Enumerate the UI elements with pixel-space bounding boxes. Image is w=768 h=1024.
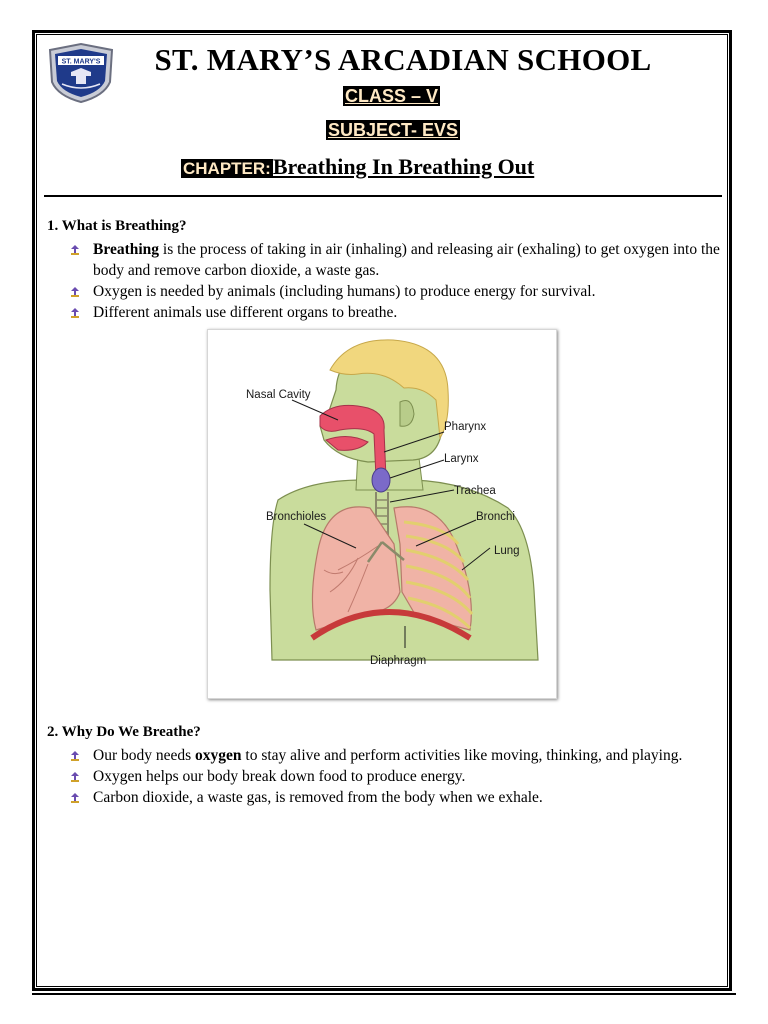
list-item-text: is the process of taking in air (inhaling) and releasing air (exhaling) to get oxygen into the body and remove carbon dioxide, a waste gas. [93,241,720,279]
label-nasal-cavity: Nasal Cavity [246,389,311,401]
crest-text: ST. MARY'S [61,58,101,66]
label-bronchi: Bronchi [476,511,515,523]
label-trachea: Trachea [454,485,496,497]
list-item [70,281,720,302]
label-lung: Lung [494,545,520,557]
bullet-icon [70,793,80,803]
bullet-icon [70,308,80,318]
bullet-icon [70,751,80,761]
list-item [70,745,720,766]
respiratory-diagram [207,329,557,699]
school-name: ST. MARY’S ARCADIAN SCHOOL [154,42,652,77]
page-bottom-rule [32,993,736,995]
label-diaphragm: Diaphragm [370,655,427,667]
bullet-icon [70,772,80,782]
list-item-text: Our body needs [93,747,196,764]
section1-heading: 1. What is Breathing? [47,218,187,234]
list-item [70,239,720,281]
list-item-bold: oxygen [195,747,242,764]
chapter-prefix: CHAPTER: [183,159,271,178]
list-item-bold: Breathing [93,241,160,258]
label-pharynx: Pharynx [444,421,487,433]
chapter-title: Breathing In Breathing Out [272,154,535,179]
list-item-text: Oxygen helps our body break down food to produce energy. [93,768,466,785]
header-divider [44,195,722,197]
list-item [70,787,720,808]
list-item-text: Carbon dioxide, a waste gas, is removed from the body when we exhale. [93,789,543,806]
section1-list [70,239,720,323]
class-label: CLASS – V [345,86,439,106]
label-bronchioles: Bronchioles [266,511,327,523]
list-item [70,302,720,323]
section2-heading: 2. Why Do We Breathe? [47,724,201,740]
section2-list [70,745,720,808]
bullet-icon [70,245,80,255]
list-item [70,766,720,787]
chapter-row [181,154,534,180]
label-larynx: Larynx [444,453,479,465]
list-item-text: Different animals use different organs to breathe. [93,304,398,321]
list-item-text: to stay alive and perform activities like moving, thinking, and playing. [241,747,683,764]
subject-label: SUBJECT- EVS [328,120,459,140]
list-item-text: Oxygen is needed by animals (including humans) to produce energy for survival. [93,283,596,300]
bullet-icon [70,287,80,297]
respiratory-system-illustration [208,330,556,698]
